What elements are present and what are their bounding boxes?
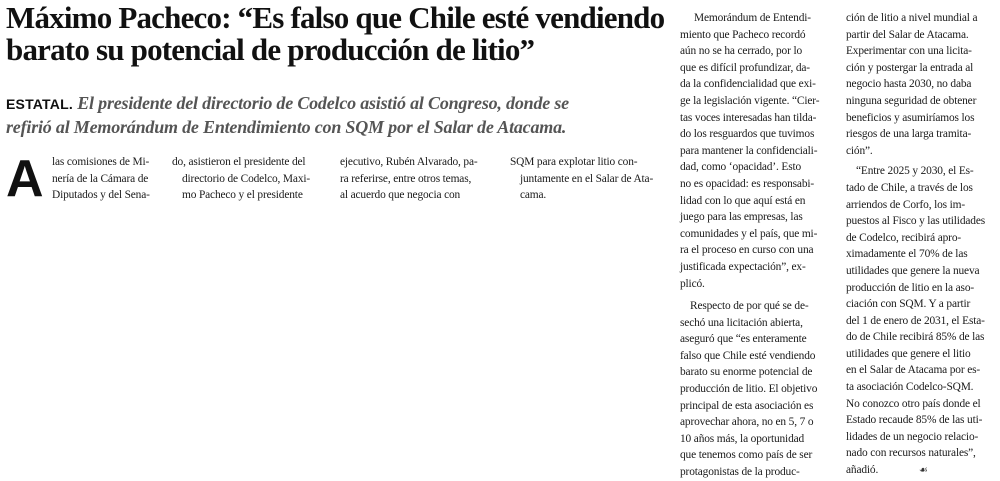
body-line: aseguró que “es enteramente	[680, 333, 807, 346]
body-line: Estado recaude 85% de las uti-	[846, 414, 983, 427]
body-line: SQM para explotar litio con-	[510, 156, 638, 168]
body-line: puestos al Fisco y las utilidades	[846, 215, 986, 228]
headline-line: Máximo Pacheco: “Es falso que Chile esté vendiendo	[6, 0, 665, 35]
body-line: do los resguardos que tuvimos	[680, 128, 815, 141]
body-line: tas voces interesadas han tilda-	[680, 111, 817, 124]
body-line: falso que Chile esté vendiendo	[680, 349, 816, 362]
body-line: producción de litio. El objetivo	[680, 383, 818, 396]
body-line: Diputados y del Sena-	[52, 189, 150, 202]
deck-line: refirió al Memorándum de Entendimiento con SQM por el Salar de Atacama.	[6, 117, 567, 137]
body-column-1	[52, 154, 164, 204]
body-line: principal de esta asociación es	[680, 399, 814, 412]
body-column-2	[172, 154, 332, 204]
body-line: plicó.	[680, 277, 705, 290]
headline	[6, 0, 665, 67]
body-line: protagonistas de la produc-	[680, 466, 800, 479]
kicker-label: ESTATAL.	[6, 96, 73, 112]
body-line: ción”.	[846, 144, 873, 157]
body-line: al acuerdo que negocia con	[340, 189, 461, 202]
body-line: dad, como ‘opacidad’. Esto	[680, 161, 802, 174]
body-line: que es difícil profundizar, da-	[680, 61, 810, 74]
section-kicker	[6, 96, 73, 112]
body-line: ejecutivo, Rubén Alvarado, pa-	[340, 156, 478, 168]
body-line: utilidades que genere la nueva	[846, 264, 980, 277]
body-line: justificada expectación”, ex-	[680, 260, 806, 273]
body-line: ción de litio a nivel mundial a	[846, 12, 978, 24]
body-line: directorio de Codelco, Maxi-	[182, 172, 311, 185]
body-line: comunidades y el país, que mi-	[680, 227, 818, 240]
body-column-6	[846, 10, 996, 480]
body-line: nería de la Cámara de	[52, 172, 149, 185]
body-line: ge la legislación vigente. “Cier-	[680, 94, 820, 107]
body-line: que tenemos como país de ser	[680, 449, 813, 462]
body-line: negocio hasta 2030, no daba	[846, 78, 972, 91]
body-line: do de Chile recibirá 85% de las	[846, 331, 985, 344]
body-line: juego para las empresas, las	[680, 211, 803, 224]
body-line: miento que Pacheco recordó	[680, 28, 806, 41]
body-line: partir del Salar de Atacama.	[846, 28, 969, 41]
headline-line: barato su potencial de producción de litio”	[6, 32, 535, 67]
body-line: 10 años más, la oportunidad	[680, 432, 805, 445]
body-line: ta asociación Codelco-SQM.	[846, 381, 974, 394]
body-line: de Codelco, recibirá apro-	[846, 231, 962, 244]
body-line: juntamente en el Salar de Ata-	[520, 172, 654, 185]
body-line: do, asistieron el presidente del	[172, 156, 306, 168]
body-line: utilidades que genere el litio	[846, 347, 971, 360]
drop-cap: A	[6, 150, 44, 208]
body-line: ción y postergar la entrada al	[846, 61, 974, 74]
body-line: ninguna seguridad de obtener	[846, 94, 977, 107]
body-line: beneficios y asumiríamos los	[846, 111, 975, 124]
body-line: sechó una licitación abierta,	[680, 316, 803, 329]
body-line: lidades de un negocio relacio-	[846, 430, 979, 443]
body-line: Experimentar con una licita-	[846, 45, 972, 58]
body-line: nado con recursos naturales”,	[846, 447, 976, 460]
body-line: lidad con lo que aquí está en	[680, 194, 806, 207]
body-line: riesgos de una larga tramita-	[846, 128, 972, 141]
body-line: da la confidencialidad que exi-	[680, 78, 816, 91]
body-line: Respecto de por qué se de-	[690, 300, 809, 313]
body-line: ra el proceso en curso con una	[680, 244, 814, 257]
deck	[6, 92, 671, 139]
body-line: aprovechar ahora, no en 5, 7 o	[680, 416, 814, 429]
body-line: no es opacidad: es responsabi-	[680, 177, 815, 190]
closing-word: añadió.	[846, 464, 879, 477]
body-line: tado de Chile, a través de los	[846, 181, 973, 194]
body-line: mo Pacheco y el presidente	[182, 189, 303, 202]
body-line: Memorándum de Entendi-	[694, 12, 811, 24]
body-line: las comisiones de Mi-	[52, 156, 150, 168]
body-line: ximadamente el 70% de las	[846, 248, 968, 261]
body-column-3	[340, 154, 500, 204]
end-mark-icon: ☙	[918, 465, 928, 477]
body-line: ra referirse, entre otros temas,	[340, 172, 472, 185]
body-line: No conozco otro país donde el	[846, 397, 981, 410]
body-line: barato su enorme potencial de	[680, 366, 813, 379]
body-column-5	[680, 10, 830, 481]
body-line: arriendos de Corfo, los im-	[846, 198, 966, 211]
body-column-4	[510, 154, 670, 204]
body-line: del 1 de enero de 2031, el Esta-	[846, 314, 985, 327]
body-line: cama.	[520, 189, 547, 202]
body-line: producción de litio en la aso-	[846, 281, 975, 294]
body-line: aún no se ha cerrado, por lo	[680, 45, 802, 58]
body-line: ciación con SQM. Y a partir	[846, 298, 971, 311]
body-line: en el Salar de Atacama por es-	[846, 364, 981, 377]
body-line: para mantener la confidenciali-	[680, 144, 818, 157]
deck-line: El presidente del directorio de Codelco asistió al Congreso, donde se	[77, 93, 569, 113]
body-line: “Entre 2025 y 2030, el Es-	[856, 165, 974, 178]
